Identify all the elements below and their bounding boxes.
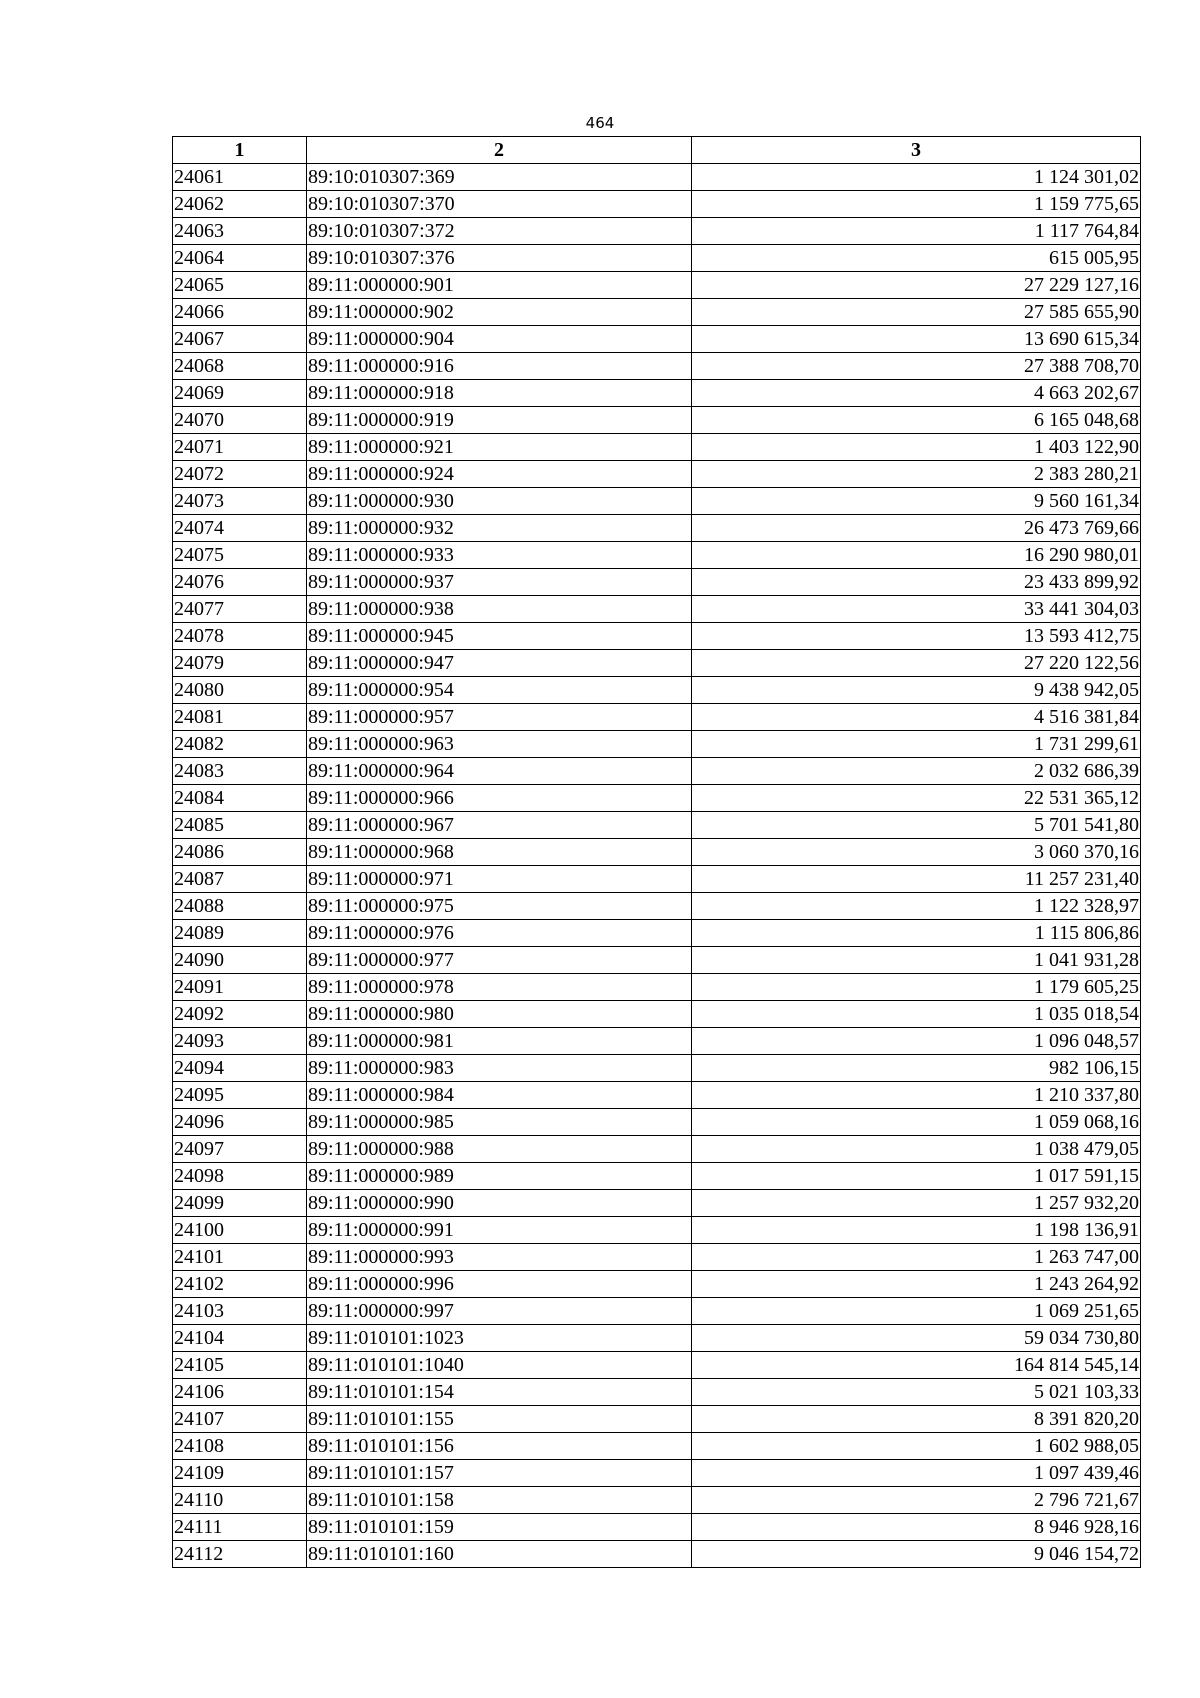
row-number-cell: 24063 xyxy=(173,218,307,245)
table-row xyxy=(173,866,1141,893)
row-number-cell: 24075 xyxy=(173,542,307,569)
row-number-cell: 24061 xyxy=(173,164,307,191)
row-number-cell: 24092 xyxy=(173,1001,307,1028)
row-number-cell: 24064 xyxy=(173,245,307,272)
cadastral-value-cell: 1 122 328,97 xyxy=(692,893,1141,920)
cadastral-value-cell: 1 263 747,00 xyxy=(692,1244,1141,1271)
cadastral-number-cell: 89:11:000000:996 xyxy=(307,1271,692,1298)
cadastral-value-cell: 1 059 068,16 xyxy=(692,1109,1141,1136)
cadastral-number-cell: 89:11:010101:159 xyxy=(307,1514,692,1541)
cadastral-number-cell: 89:11:010101:1023 xyxy=(307,1325,692,1352)
table-row xyxy=(173,1217,1141,1244)
table-row xyxy=(173,650,1141,677)
table-row xyxy=(173,758,1141,785)
cadastral-number-cell: 89:11:000000:988 xyxy=(307,1136,692,1163)
cadastral-number-cell: 89:11:000000:918 xyxy=(307,380,692,407)
cadastral-number-cell: 89:11:000000:916 xyxy=(307,353,692,380)
cadastral-value-cell: 4 663 202,67 xyxy=(692,380,1141,407)
cadastral-value-cell: 1 115 806,86 xyxy=(692,920,1141,947)
cadastral-value-table xyxy=(172,136,1141,1568)
row-number-cell: 24071 xyxy=(173,434,307,461)
cadastral-value-cell: 1 038 479,05 xyxy=(692,1136,1141,1163)
cadastral-number-cell: 89:11:000000:902 xyxy=(307,299,692,326)
cadastral-number-cell: 89:11:000000:980 xyxy=(307,1001,692,1028)
cadastral-value-cell: 2 032 686,39 xyxy=(692,758,1141,785)
table-row xyxy=(173,1460,1141,1487)
row-number-cell: 24106 xyxy=(173,1379,307,1406)
cadastral-number-cell: 89:11:000000:967 xyxy=(307,812,692,839)
cadastral-value-cell: 27 229 127,16 xyxy=(692,272,1141,299)
cadastral-value-cell: 1 731 299,61 xyxy=(692,731,1141,758)
cadastral-value-cell: 16 290 980,01 xyxy=(692,542,1141,569)
table-row xyxy=(173,623,1141,650)
row-number-cell: 24081 xyxy=(173,704,307,731)
row-number-cell: 24087 xyxy=(173,866,307,893)
cadastral-value-cell: 8 946 928,16 xyxy=(692,1514,1141,1541)
table-row xyxy=(173,839,1141,866)
cadastral-value-cell: 1 403 122,90 xyxy=(692,434,1141,461)
row-number-cell: 24083 xyxy=(173,758,307,785)
table-row xyxy=(173,515,1141,542)
table-row xyxy=(173,272,1141,299)
table-row xyxy=(173,731,1141,758)
row-number-cell: 24078 xyxy=(173,623,307,650)
row-number-cell: 24077 xyxy=(173,596,307,623)
row-number-cell: 24066 xyxy=(173,299,307,326)
cadastral-value-cell: 9 046 154,72 xyxy=(692,1541,1141,1568)
table-row xyxy=(173,812,1141,839)
row-number-cell: 24090 xyxy=(173,947,307,974)
table-row xyxy=(173,434,1141,461)
cadastral-number-cell: 89:11:000000:964 xyxy=(307,758,692,785)
table-row xyxy=(173,1163,1141,1190)
table-row xyxy=(173,461,1141,488)
cadastral-number-cell: 89:11:010101:157 xyxy=(307,1460,692,1487)
row-number-cell: 24074 xyxy=(173,515,307,542)
row-number-cell: 24067 xyxy=(173,326,307,353)
cadastral-value-cell: 8 391 820,20 xyxy=(692,1406,1141,1433)
cadastral-number-cell: 89:11:000000:954 xyxy=(307,677,692,704)
row-number-cell: 24089 xyxy=(173,920,307,947)
cadastral-value-cell: 5 021 103,33 xyxy=(692,1379,1141,1406)
cadastral-value-cell: 13 593 412,75 xyxy=(692,623,1141,650)
row-number-cell: 24070 xyxy=(173,407,307,434)
row-number-cell: 24105 xyxy=(173,1352,307,1379)
table-row xyxy=(173,893,1141,920)
cadastral-value-cell: 4 516 381,84 xyxy=(692,704,1141,731)
cadastral-value-cell: 164 814 545,14 xyxy=(692,1352,1141,1379)
cadastral-number-cell: 89:11:000000:937 xyxy=(307,569,692,596)
cadastral-value-cell: 1 257 932,20 xyxy=(692,1190,1141,1217)
row-number-cell: 24065 xyxy=(173,272,307,299)
table-row xyxy=(173,326,1141,353)
row-number-cell: 24103 xyxy=(173,1298,307,1325)
cadastral-value-cell: 11 257 231,40 xyxy=(692,866,1141,893)
cadastral-value-cell: 1 041 931,28 xyxy=(692,947,1141,974)
cadastral-value-cell: 2 383 280,21 xyxy=(692,461,1141,488)
cadastral-value-cell: 1 243 264,92 xyxy=(692,1271,1141,1298)
cadastral-value-cell: 1 035 018,54 xyxy=(692,1001,1141,1028)
row-number-cell: 24093 xyxy=(173,1028,307,1055)
cadastral-value-cell: 1 124 301,02 xyxy=(692,164,1141,191)
cadastral-number-cell: 89:11:000000:945 xyxy=(307,623,692,650)
table-body xyxy=(173,164,1141,1568)
cadastral-number-cell: 89:11:000000:947 xyxy=(307,650,692,677)
row-number-cell: 24104 xyxy=(173,1325,307,1352)
row-number-cell: 24097 xyxy=(173,1136,307,1163)
table-row xyxy=(173,1028,1141,1055)
row-number-cell: 24099 xyxy=(173,1190,307,1217)
table-row xyxy=(173,1298,1141,1325)
row-number-cell: 24094 xyxy=(173,1055,307,1082)
table-row xyxy=(173,1352,1141,1379)
column-header-3: 3 xyxy=(692,137,1141,164)
table-row xyxy=(173,1514,1141,1541)
cadastral-value-cell: 13 690 615,34 xyxy=(692,326,1141,353)
cadastral-number-cell: 89:10:010307:376 xyxy=(307,245,692,272)
row-number-cell: 24108 xyxy=(173,1433,307,1460)
table-row xyxy=(173,1433,1141,1460)
table-row xyxy=(173,677,1141,704)
cadastral-number-cell: 89:11:000000:989 xyxy=(307,1163,692,1190)
table-row xyxy=(173,569,1141,596)
row-number-cell: 24095 xyxy=(173,1082,307,1109)
row-number-cell: 24091 xyxy=(173,974,307,1001)
cadastral-value-cell: 615 005,95 xyxy=(692,245,1141,272)
table-row xyxy=(173,245,1141,272)
table-row xyxy=(173,191,1141,218)
table-row xyxy=(173,1109,1141,1136)
row-number-cell: 24098 xyxy=(173,1163,307,1190)
cadastral-number-cell: 89:11:000000:993 xyxy=(307,1244,692,1271)
row-number-cell: 24088 xyxy=(173,893,307,920)
cadastral-value-cell: 1 017 591,15 xyxy=(692,1163,1141,1190)
row-number-cell: 24068 xyxy=(173,353,307,380)
row-number-cell: 24109 xyxy=(173,1460,307,1487)
column-header-1: 1 xyxy=(173,137,307,164)
cadastral-number-cell: 89:11:000000:930 xyxy=(307,488,692,515)
cadastral-number-cell: 89:10:010307:369 xyxy=(307,164,692,191)
cadastral-value-cell: 3 060 370,16 xyxy=(692,839,1141,866)
cadastral-value-cell: 1 602 988,05 xyxy=(692,1433,1141,1460)
table-row xyxy=(173,380,1141,407)
table-row xyxy=(173,218,1141,245)
cadastral-value-cell: 1 069 251,65 xyxy=(692,1298,1141,1325)
cadastral-value-cell: 27 220 122,56 xyxy=(692,650,1141,677)
cadastral-value-cell: 1 159 775,65 xyxy=(692,191,1141,218)
cadastral-value-cell: 26 473 769,66 xyxy=(692,515,1141,542)
cadastral-number-cell: 89:11:000000:932 xyxy=(307,515,692,542)
cadastral-number-cell: 89:11:000000:968 xyxy=(307,839,692,866)
cadastral-number-cell: 89:11:000000:933 xyxy=(307,542,692,569)
cadastral-number-cell: 89:11:000000:975 xyxy=(307,893,692,920)
table-row xyxy=(173,704,1141,731)
cadastral-value-cell: 22 531 365,12 xyxy=(692,785,1141,812)
table-row xyxy=(173,1541,1141,1568)
cadastral-number-cell: 89:11:000000:966 xyxy=(307,785,692,812)
cadastral-number-cell: 89:11:000000:981 xyxy=(307,1028,692,1055)
row-number-cell: 24086 xyxy=(173,839,307,866)
cadastral-number-cell: 89:11:000000:976 xyxy=(307,920,692,947)
table-row xyxy=(173,785,1141,812)
table-row xyxy=(173,353,1141,380)
table-row xyxy=(173,542,1141,569)
table-row xyxy=(173,1406,1141,1433)
cadastral-value-cell: 2 796 721,67 xyxy=(692,1487,1141,1514)
row-number-cell: 24101 xyxy=(173,1244,307,1271)
table-row xyxy=(173,596,1141,623)
cadastral-number-cell: 89:11:010101:1040 xyxy=(307,1352,692,1379)
cadastral-number-cell: 89:11:000000:919 xyxy=(307,407,692,434)
row-number-cell: 24102 xyxy=(173,1271,307,1298)
table-row xyxy=(173,1325,1141,1352)
cadastral-value-cell: 9 438 942,05 xyxy=(692,677,1141,704)
cadastral-value-cell: 5 701 541,80 xyxy=(692,812,1141,839)
header-row xyxy=(173,137,1141,164)
cadastral-number-cell: 89:11:000000:957 xyxy=(307,704,692,731)
cadastral-number-cell: 89:11:000000:991 xyxy=(307,1217,692,1244)
table-row xyxy=(173,920,1141,947)
table-row xyxy=(173,1379,1141,1406)
row-number-cell: 24082 xyxy=(173,731,307,758)
cadastral-value-cell: 1 179 605,25 xyxy=(692,974,1141,1001)
cadastral-number-cell: 89:10:010307:372 xyxy=(307,218,692,245)
cadastral-value-cell: 23 433 899,92 xyxy=(692,569,1141,596)
table-row xyxy=(173,1001,1141,1028)
table-row xyxy=(173,299,1141,326)
cadastral-number-cell: 89:11:010101:155 xyxy=(307,1406,692,1433)
cadastral-value-cell: 1 198 136,91 xyxy=(692,1217,1141,1244)
table-row xyxy=(173,1244,1141,1271)
table-row xyxy=(173,407,1141,434)
row-number-cell: 24079 xyxy=(173,650,307,677)
table-row xyxy=(173,488,1141,515)
cadastral-number-cell: 89:11:000000:921 xyxy=(307,434,692,461)
cadastral-number-cell: 89:11:010101:160 xyxy=(307,1541,692,1568)
cadastral-number-cell: 89:11:000000:938 xyxy=(307,596,692,623)
cadastral-value-cell: 27 388 708,70 xyxy=(692,353,1141,380)
cadastral-number-cell: 89:10:010307:370 xyxy=(307,191,692,218)
row-number-cell: 24096 xyxy=(173,1109,307,1136)
row-number-cell: 24084 xyxy=(173,785,307,812)
cadastral-value-cell: 27 585 655,90 xyxy=(692,299,1141,326)
cadastral-value-cell: 59 034 730,80 xyxy=(692,1325,1141,1352)
table-row xyxy=(173,1055,1141,1082)
cadastral-number-cell: 89:11:000000:977 xyxy=(307,947,692,974)
row-number-cell: 24062 xyxy=(173,191,307,218)
cadastral-value-cell: 1 096 048,57 xyxy=(692,1028,1141,1055)
row-number-cell: 24069 xyxy=(173,380,307,407)
cadastral-number-cell: 89:11:000000:901 xyxy=(307,272,692,299)
row-number-cell: 24107 xyxy=(173,1406,307,1433)
row-number-cell: 24100 xyxy=(173,1217,307,1244)
row-number-cell: 24085 xyxy=(173,812,307,839)
cadastral-number-cell: 89:11:010101:154 xyxy=(307,1379,692,1406)
cadastral-number-cell: 89:11:000000:990 xyxy=(307,1190,692,1217)
table-row xyxy=(173,164,1141,191)
row-number-cell: 24072 xyxy=(173,461,307,488)
cadastral-number-cell: 89:11:000000:985 xyxy=(307,1109,692,1136)
cadastral-number-cell: 89:11:010101:158 xyxy=(307,1487,692,1514)
cadastral-value-cell: 1 097 439,46 xyxy=(692,1460,1141,1487)
cadastral-number-cell: 89:11:000000:997 xyxy=(307,1298,692,1325)
cadastral-number-cell: 89:11:000000:978 xyxy=(307,974,692,1001)
cadastral-number-cell: 89:11:000000:924 xyxy=(307,461,692,488)
cadastral-number-cell: 89:11:000000:971 xyxy=(307,866,692,893)
page-number: 464 xyxy=(585,114,615,132)
cadastral-number-cell: 89:11:000000:904 xyxy=(307,326,692,353)
table-row xyxy=(173,1136,1141,1163)
row-number-cell: 24080 xyxy=(173,677,307,704)
cadastral-value-cell: 1 117 764,84 xyxy=(692,218,1141,245)
column-header-2: 2 xyxy=(307,137,692,164)
table-row xyxy=(173,1271,1141,1298)
cadastral-value-cell: 9 560 161,34 xyxy=(692,488,1141,515)
table-row xyxy=(173,974,1141,1001)
cadastral-number-cell: 89:11:010101:156 xyxy=(307,1433,692,1460)
table-row xyxy=(173,1487,1141,1514)
row-number-cell: 24112 xyxy=(173,1541,307,1568)
cadastral-value-cell: 1 210 337,80 xyxy=(692,1082,1141,1109)
row-number-cell: 24076 xyxy=(173,569,307,596)
table-row xyxy=(173,1082,1141,1109)
cadastral-number-cell: 89:11:000000:983 xyxy=(307,1055,692,1082)
cadastral-number-cell: 89:11:000000:984 xyxy=(307,1082,692,1109)
cadastral-number-cell: 89:11:000000:963 xyxy=(307,731,692,758)
table-header xyxy=(173,137,1141,164)
row-number-cell: 24110 xyxy=(173,1487,307,1514)
cadastral-value-cell: 6 165 048,68 xyxy=(692,407,1141,434)
table-row xyxy=(173,947,1141,974)
cadastral-value-cell: 982 106,15 xyxy=(692,1055,1141,1082)
table-row xyxy=(173,1190,1141,1217)
row-number-cell: 24073 xyxy=(173,488,307,515)
cadastral-value-cell: 33 441 304,03 xyxy=(692,596,1141,623)
row-number-cell: 24111 xyxy=(173,1514,307,1541)
